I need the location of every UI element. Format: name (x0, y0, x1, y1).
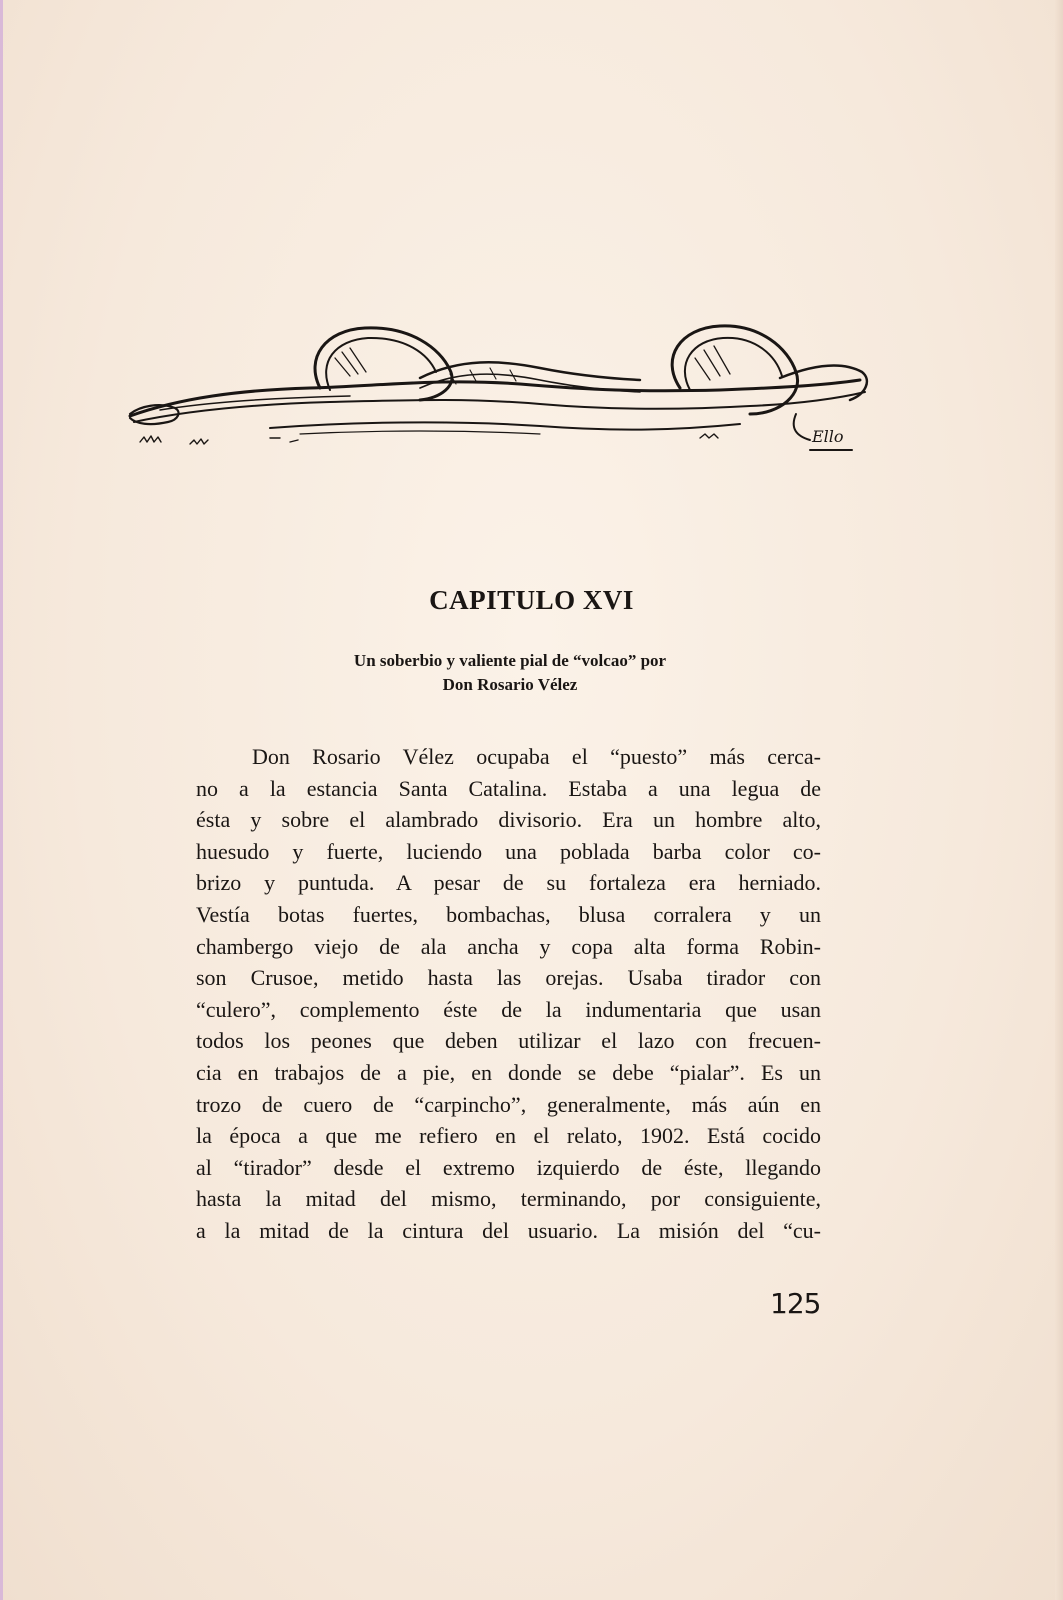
body-line: hasta la mitad del mismo, terminando, por consiguiente, (196, 1186, 821, 1212)
body-line: todos los peones que deben utilizar el lazo con frecuen- (196, 1028, 821, 1054)
body-line: trozo de cuero de “carpincho”, generalmente, más aún en (196, 1091, 821, 1117)
body-line: son Crusoe, metido hasta las orejas. Usaba tirador con (196, 965, 821, 991)
body-line: huesudo y fuerte, luciendo una poblada barba color co- (196, 838, 821, 864)
body-line: cia en trabajos de a pie, en donde se debe “pialar”. Es un (196, 1059, 821, 1085)
body-line: al “tirador” desde el extremo izquierdo de éste, llegando (196, 1154, 821, 1180)
body-line: Vestía botas fuertes, bombachas, blusa corralera y un (196, 901, 821, 927)
lasso-rope-illustration (120, 318, 880, 468)
chapter-title: CAPITULO XVI (429, 585, 634, 615)
chapter-subtitle (230, 649, 790, 697)
artist-signature: Ello (812, 427, 844, 446)
subtitle-line: Un soberbio y valiente pial de “volcao” por (353, 651, 667, 670)
body-line: a la mitad de la cintura del usuario. La misión del “cu- (196, 1217, 821, 1243)
page-number: 125 (770, 1287, 821, 1320)
body-line: “culero”, complemento éste de la indumentaria que usan (196, 996, 821, 1022)
body-line: brizo y puntuda. A pesar de su fortaleza era herniado. (196, 870, 821, 896)
body-line: Don Rosario Vélez ocupaba el “puesto” más cerca- (252, 744, 821, 769)
body-line: la época a que me refiero en el relato, 1902. Está cocido (196, 1123, 821, 1149)
body-line: chambergo viejo de ala ancha y copa alta forma Robin- (196, 933, 821, 959)
body-line: no a la estancia Santa Catalina. Estaba a una legua de (196, 775, 821, 801)
body-line: ésta y sobre el alambrado divisorio. Era un hombre alto, (196, 807, 821, 833)
body-paragraph (196, 741, 821, 1247)
page-right-edge (1055, 0, 1063, 1600)
subtitle-line: Don Rosario Vélez (442, 675, 578, 694)
page-left-edge (0, 0, 3, 1600)
